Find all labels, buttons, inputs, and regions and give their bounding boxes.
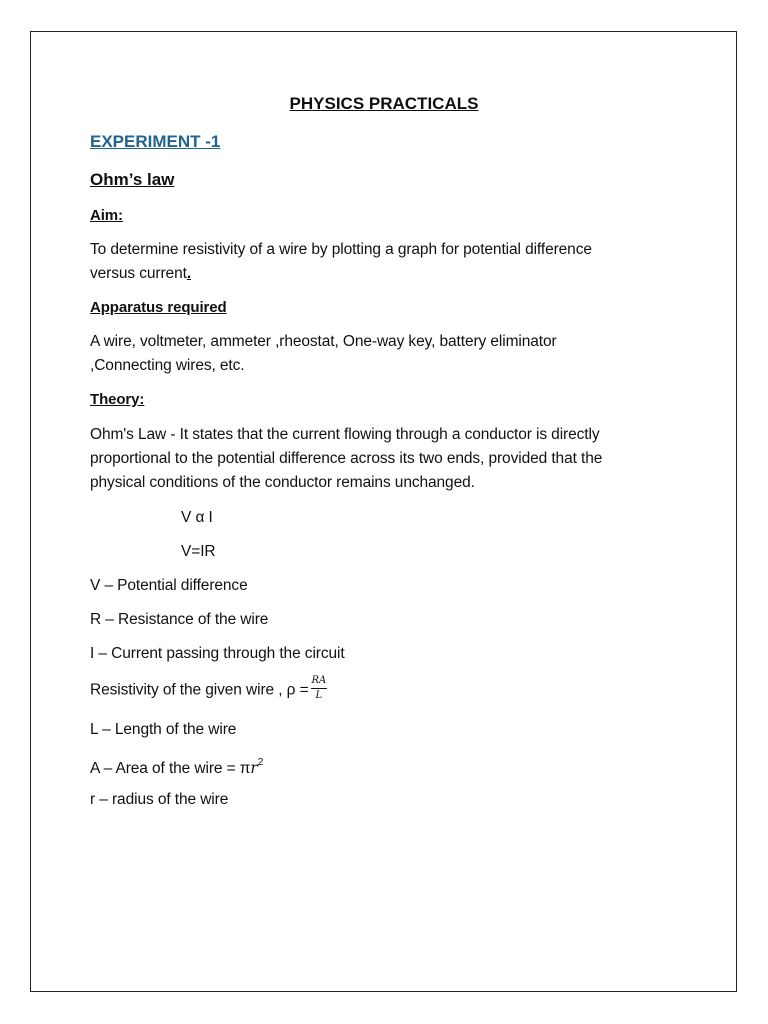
definition-radius: r – radius of the wire	[90, 791, 229, 808]
formula-ohms-law: V=IR	[181, 543, 216, 560]
area-label: A – Area of the wire = π	[90, 760, 251, 778]
topic-heading: Ohm’s law	[90, 170, 175, 189]
aim-heading: Aim:	[90, 207, 123, 224]
definition-area	[90, 753, 263, 781]
theory-heading: Theory:	[90, 391, 145, 408]
experiment-heading: EXPERIMENT -1	[90, 132, 221, 151]
theory-line-1: Ohm's Law - It states that the current flowing through a conductor is directly	[90, 426, 600, 443]
theory-line-2: proportional to the potential difference across its two ends, provided that the	[90, 450, 603, 467]
fraction-denominator: L	[315, 690, 323, 701]
definition-current: I – Current passing through the circuit	[90, 645, 345, 662]
definition-voltage: V – Potential difference	[90, 577, 248, 594]
aim-line-2	[90, 262, 191, 286]
apparatus-line-1: A wire, voltmeter, ammeter ,rheostat, One-way key, battery eliminator	[90, 333, 557, 350]
definition-resistance: R – Resistance of the wire	[90, 611, 269, 628]
formula-proportional: V α I	[181, 509, 213, 526]
definition-resistivity	[90, 677, 327, 704]
aim-line-2-period: .	[186, 265, 192, 282]
area-exponent: 2	[257, 757, 264, 768]
definition-length: L – Length of the wire	[90, 721, 237, 738]
aim-line-2-text: versus current	[90, 265, 187, 282]
resistivity-fraction	[311, 675, 328, 702]
area-radius-var: r	[250, 759, 258, 778]
resistivity-label: Resistivity of the given wire , ρ =	[90, 681, 309, 699]
fraction-numerator: RA	[311, 675, 328, 689]
apparatus-heading: Apparatus required	[90, 299, 227, 316]
apparatus-line-2: ,Connecting wires, etc.	[90, 357, 245, 374]
theory-line-3: physical conditions of the conductor remains unchanged.	[90, 474, 475, 491]
page-title: PHYSICS PRACTICALS	[289, 94, 479, 113]
aim-line-1: To determine resistivity of a wire by plotting a graph for potential difference	[90, 241, 592, 258]
